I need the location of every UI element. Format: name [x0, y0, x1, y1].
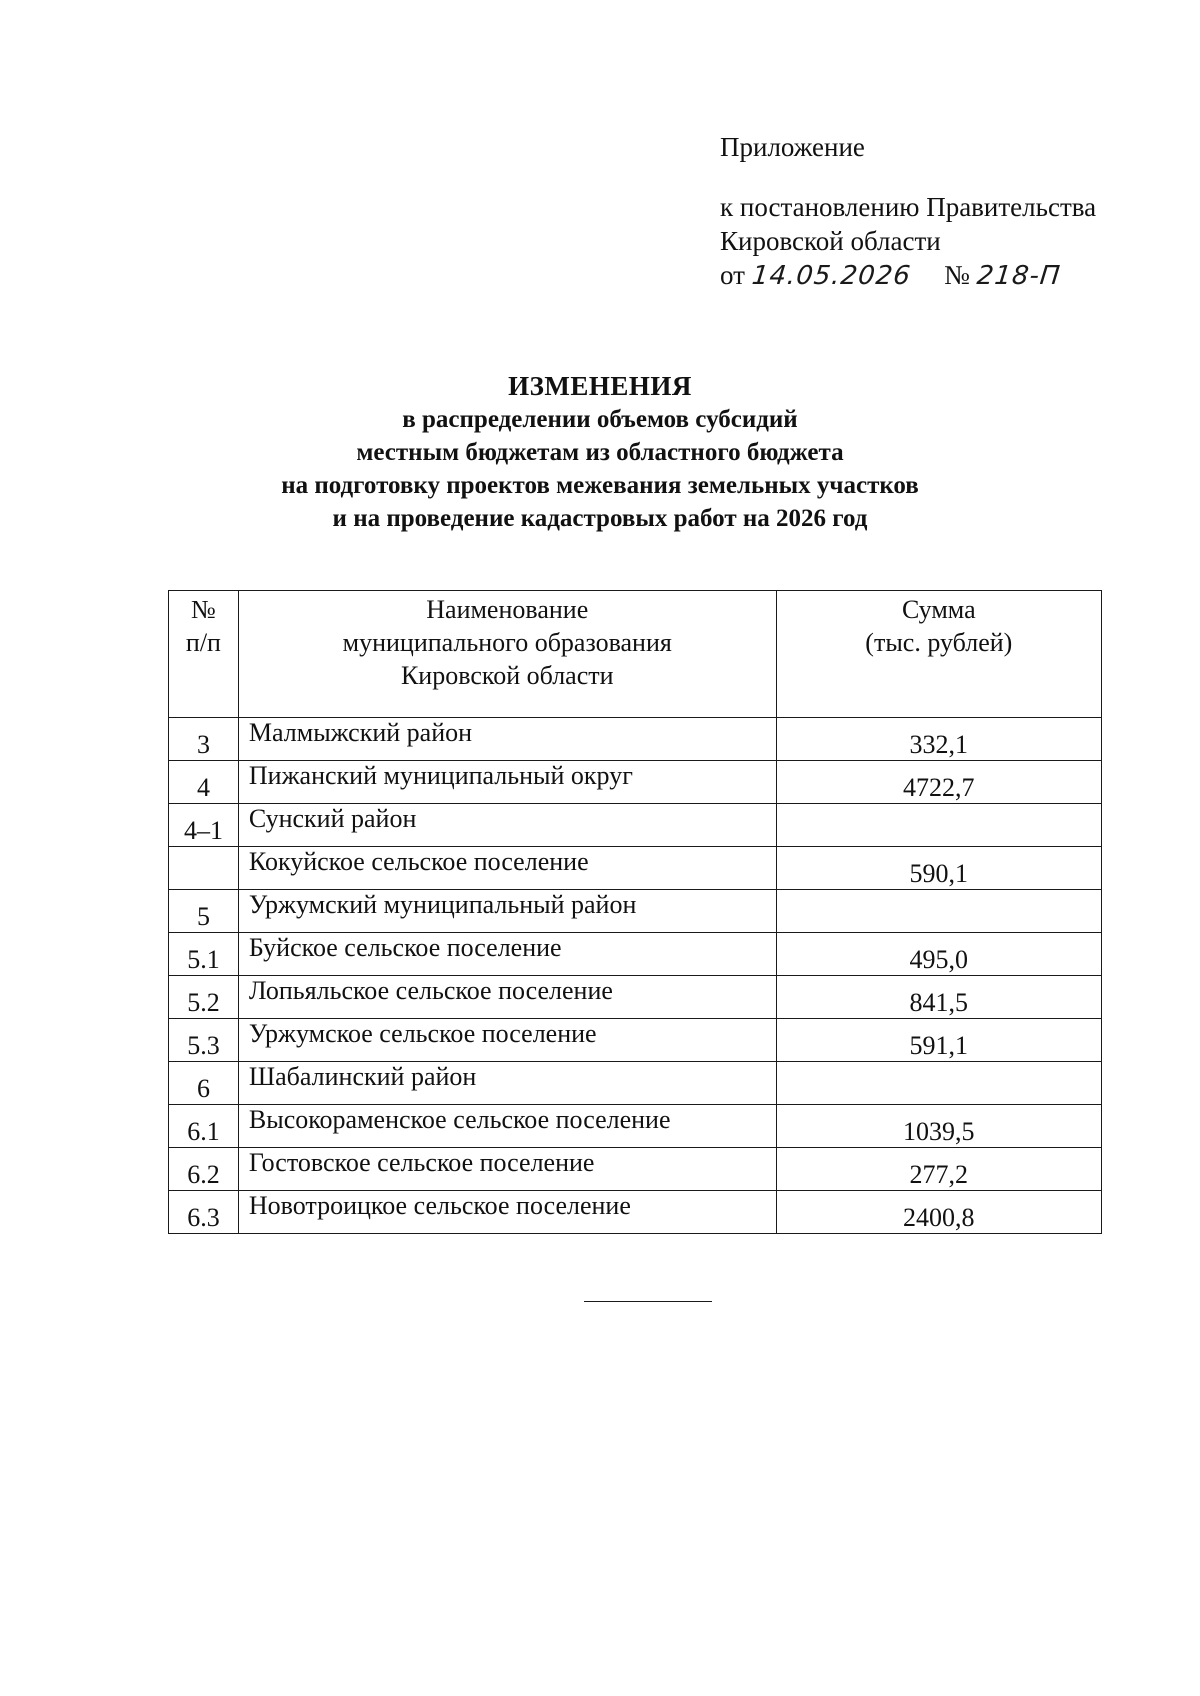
heading-line: на подготовку проектов межевания земельных участков [281, 472, 919, 499]
row-sum: 2400,8 [776, 1191, 1101, 1234]
end-of-document-rule [584, 1301, 712, 1302]
row-sum: 277,2 [776, 1148, 1101, 1191]
table-row [169, 847, 1102, 890]
table-row [169, 1062, 1102, 1105]
row-sum [776, 804, 1101, 847]
heading-line: в распределении объемов субсидий [402, 406, 798, 433]
row-name: Новотроицкое сельское поселение [238, 1191, 776, 1234]
row-name: Гостовское сельское поселение [238, 1148, 776, 1191]
row-number: 4 [169, 761, 239, 804]
row-number: 3 [169, 718, 239, 761]
row-name: Кокуйское сельское поселение [238, 847, 776, 890]
row-number: 4–1 [169, 804, 239, 847]
number-prefix: № [944, 260, 970, 290]
row-sum: 841,5 [776, 976, 1101, 1019]
row-number: 5.1 [169, 933, 239, 976]
row-name: Сунский район [238, 804, 776, 847]
row-name: Лопьяльское сельское поселение [238, 976, 776, 1019]
row-number: 5 [169, 890, 239, 933]
table-row [169, 1191, 1102, 1234]
heading-main: ИЗМЕНЕНИЯ [508, 371, 692, 401]
appendix-header [720, 130, 1096, 293]
header-name: Наименование муниципального образования Кировской области [238, 591, 776, 718]
table-row [169, 1019, 1102, 1062]
appendix-reference-line-2: Кировской области [720, 226, 941, 256]
table-row [169, 804, 1102, 847]
row-name: Шабалинский район [238, 1062, 776, 1105]
row-sum [776, 1062, 1101, 1105]
heading-line: местным бюджетам из областного бюджета [356, 439, 844, 466]
table-header-row [169, 591, 1102, 718]
row-number [169, 847, 239, 890]
row-sum: 590,1 [776, 847, 1101, 890]
table-row [169, 718, 1102, 761]
appendix-title: Приложение [720, 132, 865, 162]
row-name: Уржумский муниципальный район [238, 890, 776, 933]
document-heading [150, 370, 1050, 535]
row-sum [776, 890, 1101, 933]
date-prefix: от [720, 260, 745, 290]
table-row [169, 761, 1102, 804]
header-sum: Сумма (тыс. рублей) [776, 591, 1101, 718]
row-sum: 4722,7 [776, 761, 1101, 804]
row-number: 6.1 [169, 1105, 239, 1148]
row-sum: 332,1 [776, 718, 1101, 761]
table-row [169, 890, 1102, 933]
table-row [169, 1148, 1102, 1191]
row-number: 6.2 [169, 1148, 239, 1191]
table-row [169, 933, 1102, 976]
row-number: 5.2 [169, 976, 239, 1019]
row-number: 6 [169, 1062, 239, 1105]
row-name: Пижанский муниципальный округ [238, 761, 776, 804]
appendix-date-number-line [720, 258, 1096, 293]
table-row [169, 1105, 1102, 1148]
appendix-reference-line-1: к постановлению Правительства [720, 192, 1097, 222]
header-num: № п/п [169, 591, 239, 718]
row-number: 5.3 [169, 1019, 239, 1062]
handwritten-number: 218-П [975, 261, 1062, 291]
row-name: Высокораменское сельское поселение [238, 1105, 776, 1148]
row-sum: 591,1 [776, 1019, 1101, 1062]
handwritten-date: 14.05.2026 [750, 261, 913, 291]
subsidy-distribution-table [168, 590, 1102, 1234]
row-number: 6.3 [169, 1191, 239, 1234]
heading-line: и на проведение кадастровых работ на 2026 год [332, 505, 868, 532]
row-sum: 495,0 [776, 933, 1101, 976]
table-row [169, 976, 1102, 1019]
row-name: Малмыжский район [238, 718, 776, 761]
row-sum: 1039,5 [776, 1105, 1101, 1148]
row-name: Уржумское сельское поселение [238, 1019, 776, 1062]
row-name: Буйское сельское поселение [238, 933, 776, 976]
